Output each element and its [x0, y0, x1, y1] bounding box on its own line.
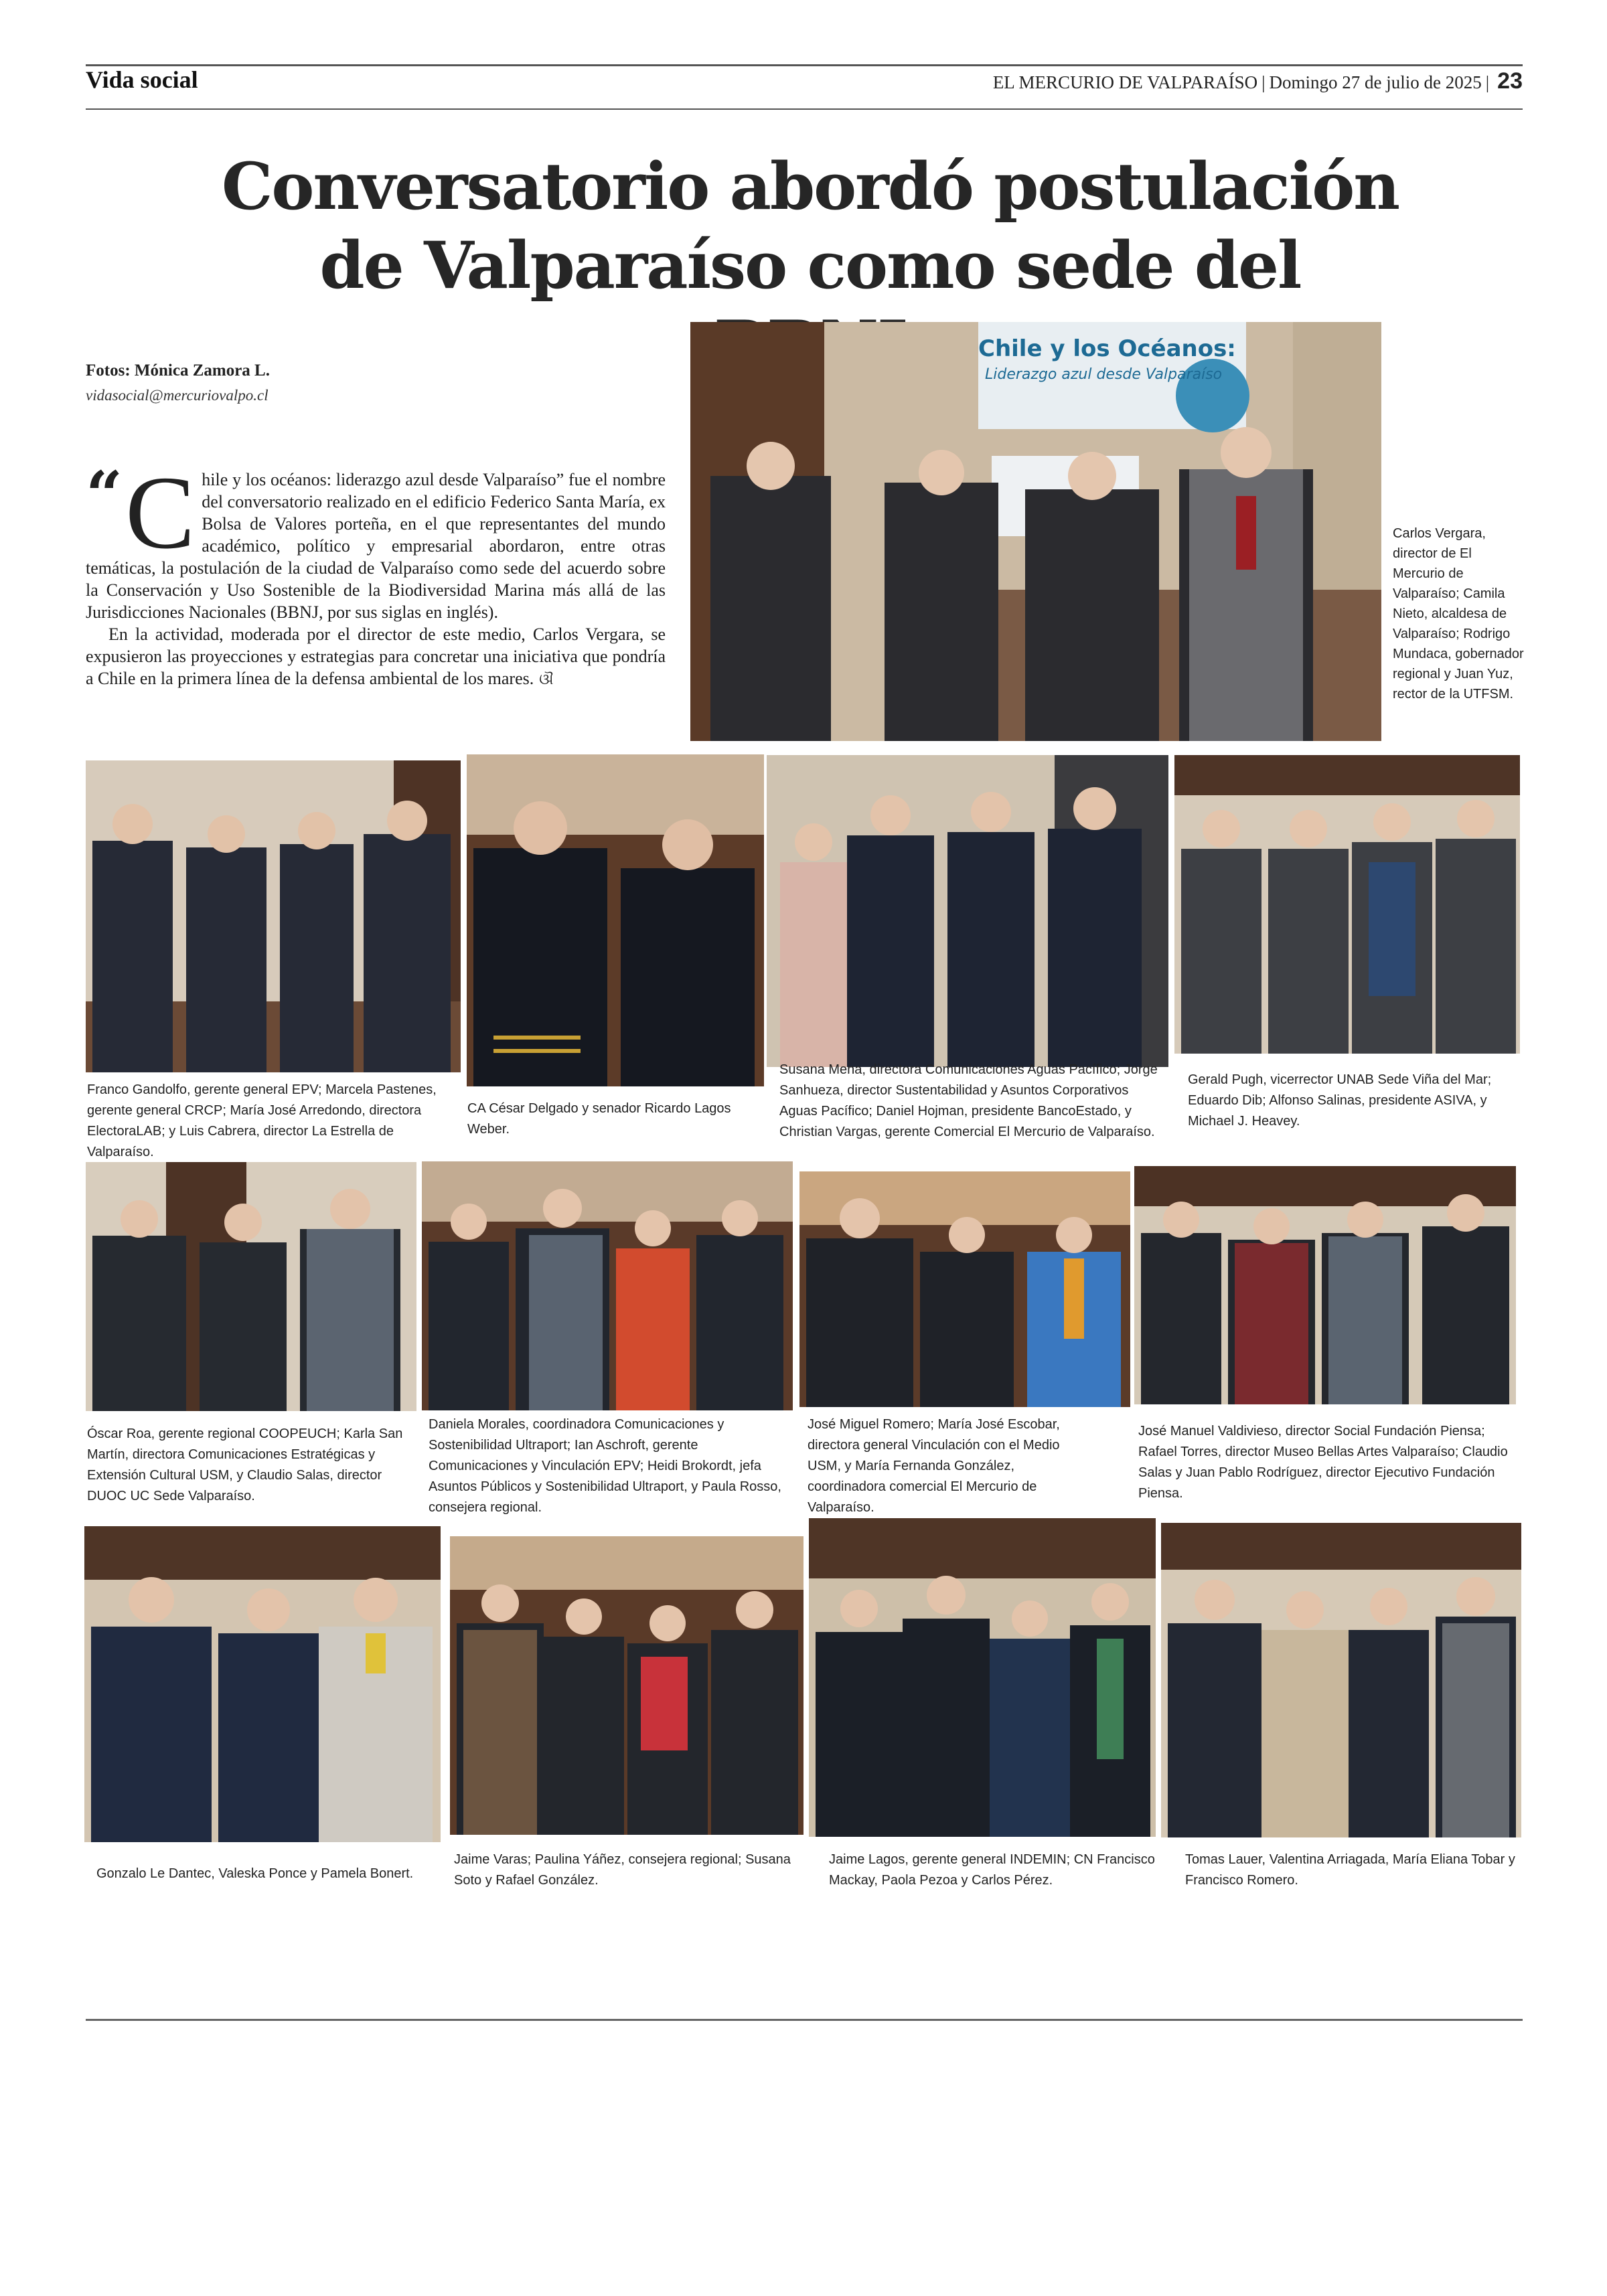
masthead: EL MERCURIO DE VALPARAÍSO | Domingo 27 de julio de 2025 | 23 — [992, 68, 1523, 94]
caption-row3-2: Jaime Varas; Paulina Yáñez, consejera regional; Susana Soto y Rafael González. — [454, 1852, 791, 1888]
photo-row2-2 — [422, 1161, 793, 1410]
headline-line-2: de Valparaíso como sede del — [319, 228, 1301, 303]
headline-line-1: Conversatorio abordó postulación — [221, 149, 1399, 224]
caption-main-photo: Carlos Vergara, director de El Mercurio de Valparaíso; Camila Nieto, alcaldesa de Valparaíso; Rodrigo Mundaca, gobernador regional y Juan Yuz, rector de la UTFSM. — [1393, 526, 1524, 702]
banner-subtitle: Liderazgo azul desde Valparaíso — [985, 366, 1223, 383]
main-photo — [690, 322, 1381, 741]
caption-row1-4: Gerald Pugh, vicerrector UNAB Sede Viña del Mar; Eduardo Dib; Alfonso Salinas, presidente ASIVA, y Michael J. Heavey. — [1188, 1072, 1492, 1129]
caption-row1-2: CA César Delgado y senador Ricardo Lagos Weber. — [467, 1101, 731, 1137]
caption-row1-3: Susana Mena, directora Comunicaciones Aguas Pacífico; Jorge Sanhueza, director Sustentabilidad y Asuntos Corporativos Aguas Pacífico; Daniel Hojman, presidente BancoEstado, y Christian Vargas, gerente Comercial El Mercurio de Valparaíso. — [779, 1062, 1158, 1139]
photo-row3-2 — [450, 1536, 804, 1835]
caption-row1-1: Franco Gandolfo, gerente general EPV; Marcela Pastenes, gerente general CRCP; María José Arredondo, directora ElectoraLAB; y Luis Cabrera, director La Estrella de Valparaíso. — [87, 1082, 437, 1159]
photo-row2-4 — [1134, 1166, 1516, 1404]
newspaper-name: EL MERCURIO DE VALPARAÍSO — [992, 72, 1258, 92]
caption-row2-1: Óscar Roa, gerente regional COOPEUCH; Karla San Martín, directora Comunicaciones Estratégicas y Extensión Cultural USM, y Claudio Salas, director DUOC UC Sede Valparaíso. — [87, 1426, 403, 1503]
article-paragraph-2-text: En la actividad, moderada por el director de este medio, Carlos Vergara, se expusieron las proyecciones y estrategias para concretar una iniciativa que pondría a Chile en la primera línea de la defensa ambiental de los mares. — [86, 625, 666, 688]
contact-email[interactable]: vidasocial@mercuriovalpo.cl — [86, 387, 269, 404]
photo-row1-1 — [86, 760, 461, 1072]
section-label: Vida social — [86, 66, 198, 93]
article-paragraph-1 — [86, 455, 666, 623]
photo-row2-3 — [799, 1171, 1130, 1407]
caption-row3-4: Tomas Lauer, Valentina Arriagada, María Eliana Tobar y Francisco Romero. — [1185, 1852, 1515, 1888]
photo-row1-3 — [767, 755, 1168, 1067]
article-paragraph-2 — [86, 623, 666, 691]
end-mark-icon: ଔ — [539, 671, 554, 688]
caption-row3-1: Gonzalo Le Dantec, Valeska Ponce y Pamela Bonert. — [96, 1866, 414, 1881]
photo-row3-4 — [1161, 1523, 1521, 1837]
issue-date: Domingo 27 de julio de 2025 — [1269, 72, 1482, 92]
photo-row1-2 — [467, 754, 764, 1086]
footer-rule — [86, 2019, 1523, 2021]
header-top-rule — [86, 64, 1523, 66]
article-paragraph-1-text: hile y los océanos: liderazgo azul desde Valparaíso” fue el nombre del conversatorio realizado en el edificio Federico Santa María, ex Bolsa de Valores porteña, en el que representantes del mundo académico, político y empresarial abordaron, entre otras temáticas, la postulación de la ciudad de Valparaíso como sede del acuerdo sobre la Conservación y Uso Sostenible de la Biodiversidad Marina más allá de las Jurisdicciones Nacionales (BBNJ, por sus siglas en inglés). — [86, 470, 666, 622]
article-body — [86, 455, 666, 691]
caption-row2-3: José Miguel Romero; María José Escobar, directora general Vinculación con el Medio USM, y María Fernanda González, coordinadora comercial El Mercurio de Valparaíso. — [808, 1417, 1060, 1515]
caption-row2-2: Daniela Morales, coordinadora Comunicaciones y Sostenibilidad Ultraport; Ian Aschroft, gerente Comunicaciones y Vinculación EPV; Heidi Brokordt, jefa Asuntos Públicos y Sostenibilidad Ultraport, y Paula Rosso, consejera regional. — [429, 1417, 781, 1515]
header-bottom-rule — [86, 108, 1523, 110]
page-number: 23 — [1497, 68, 1523, 94]
photo-row3-1 — [84, 1526, 441, 1842]
photo-row2-1 — [86, 1162, 416, 1411]
caption-row3-3: Jaime Lagos, gerente general INDEMIN; CN Francisco Mackay, Paola Pezoa y Carlos Pérez. — [829, 1852, 1155, 1888]
photo-row3-3 — [809, 1518, 1156, 1837]
open-quote-mark: “ — [86, 457, 123, 533]
photo-row1-4 — [1174, 755, 1520, 1054]
drop-cap: C — [125, 455, 196, 570]
banner-title: Chile y los Océanos: — [978, 335, 1236, 362]
photo-credit: Fotos: Mónica Zamora L. — [86, 361, 270, 380]
caption-row2-4: José Manuel Valdivieso, director Social Fundación Piensa; Rafael Torres, director Museo Bellas Artes Valparaíso; Claudio Salas y Juan Pablo Rodríguez, director Ejecutivo Fundación Piensa. — [1138, 1424, 1508, 1501]
